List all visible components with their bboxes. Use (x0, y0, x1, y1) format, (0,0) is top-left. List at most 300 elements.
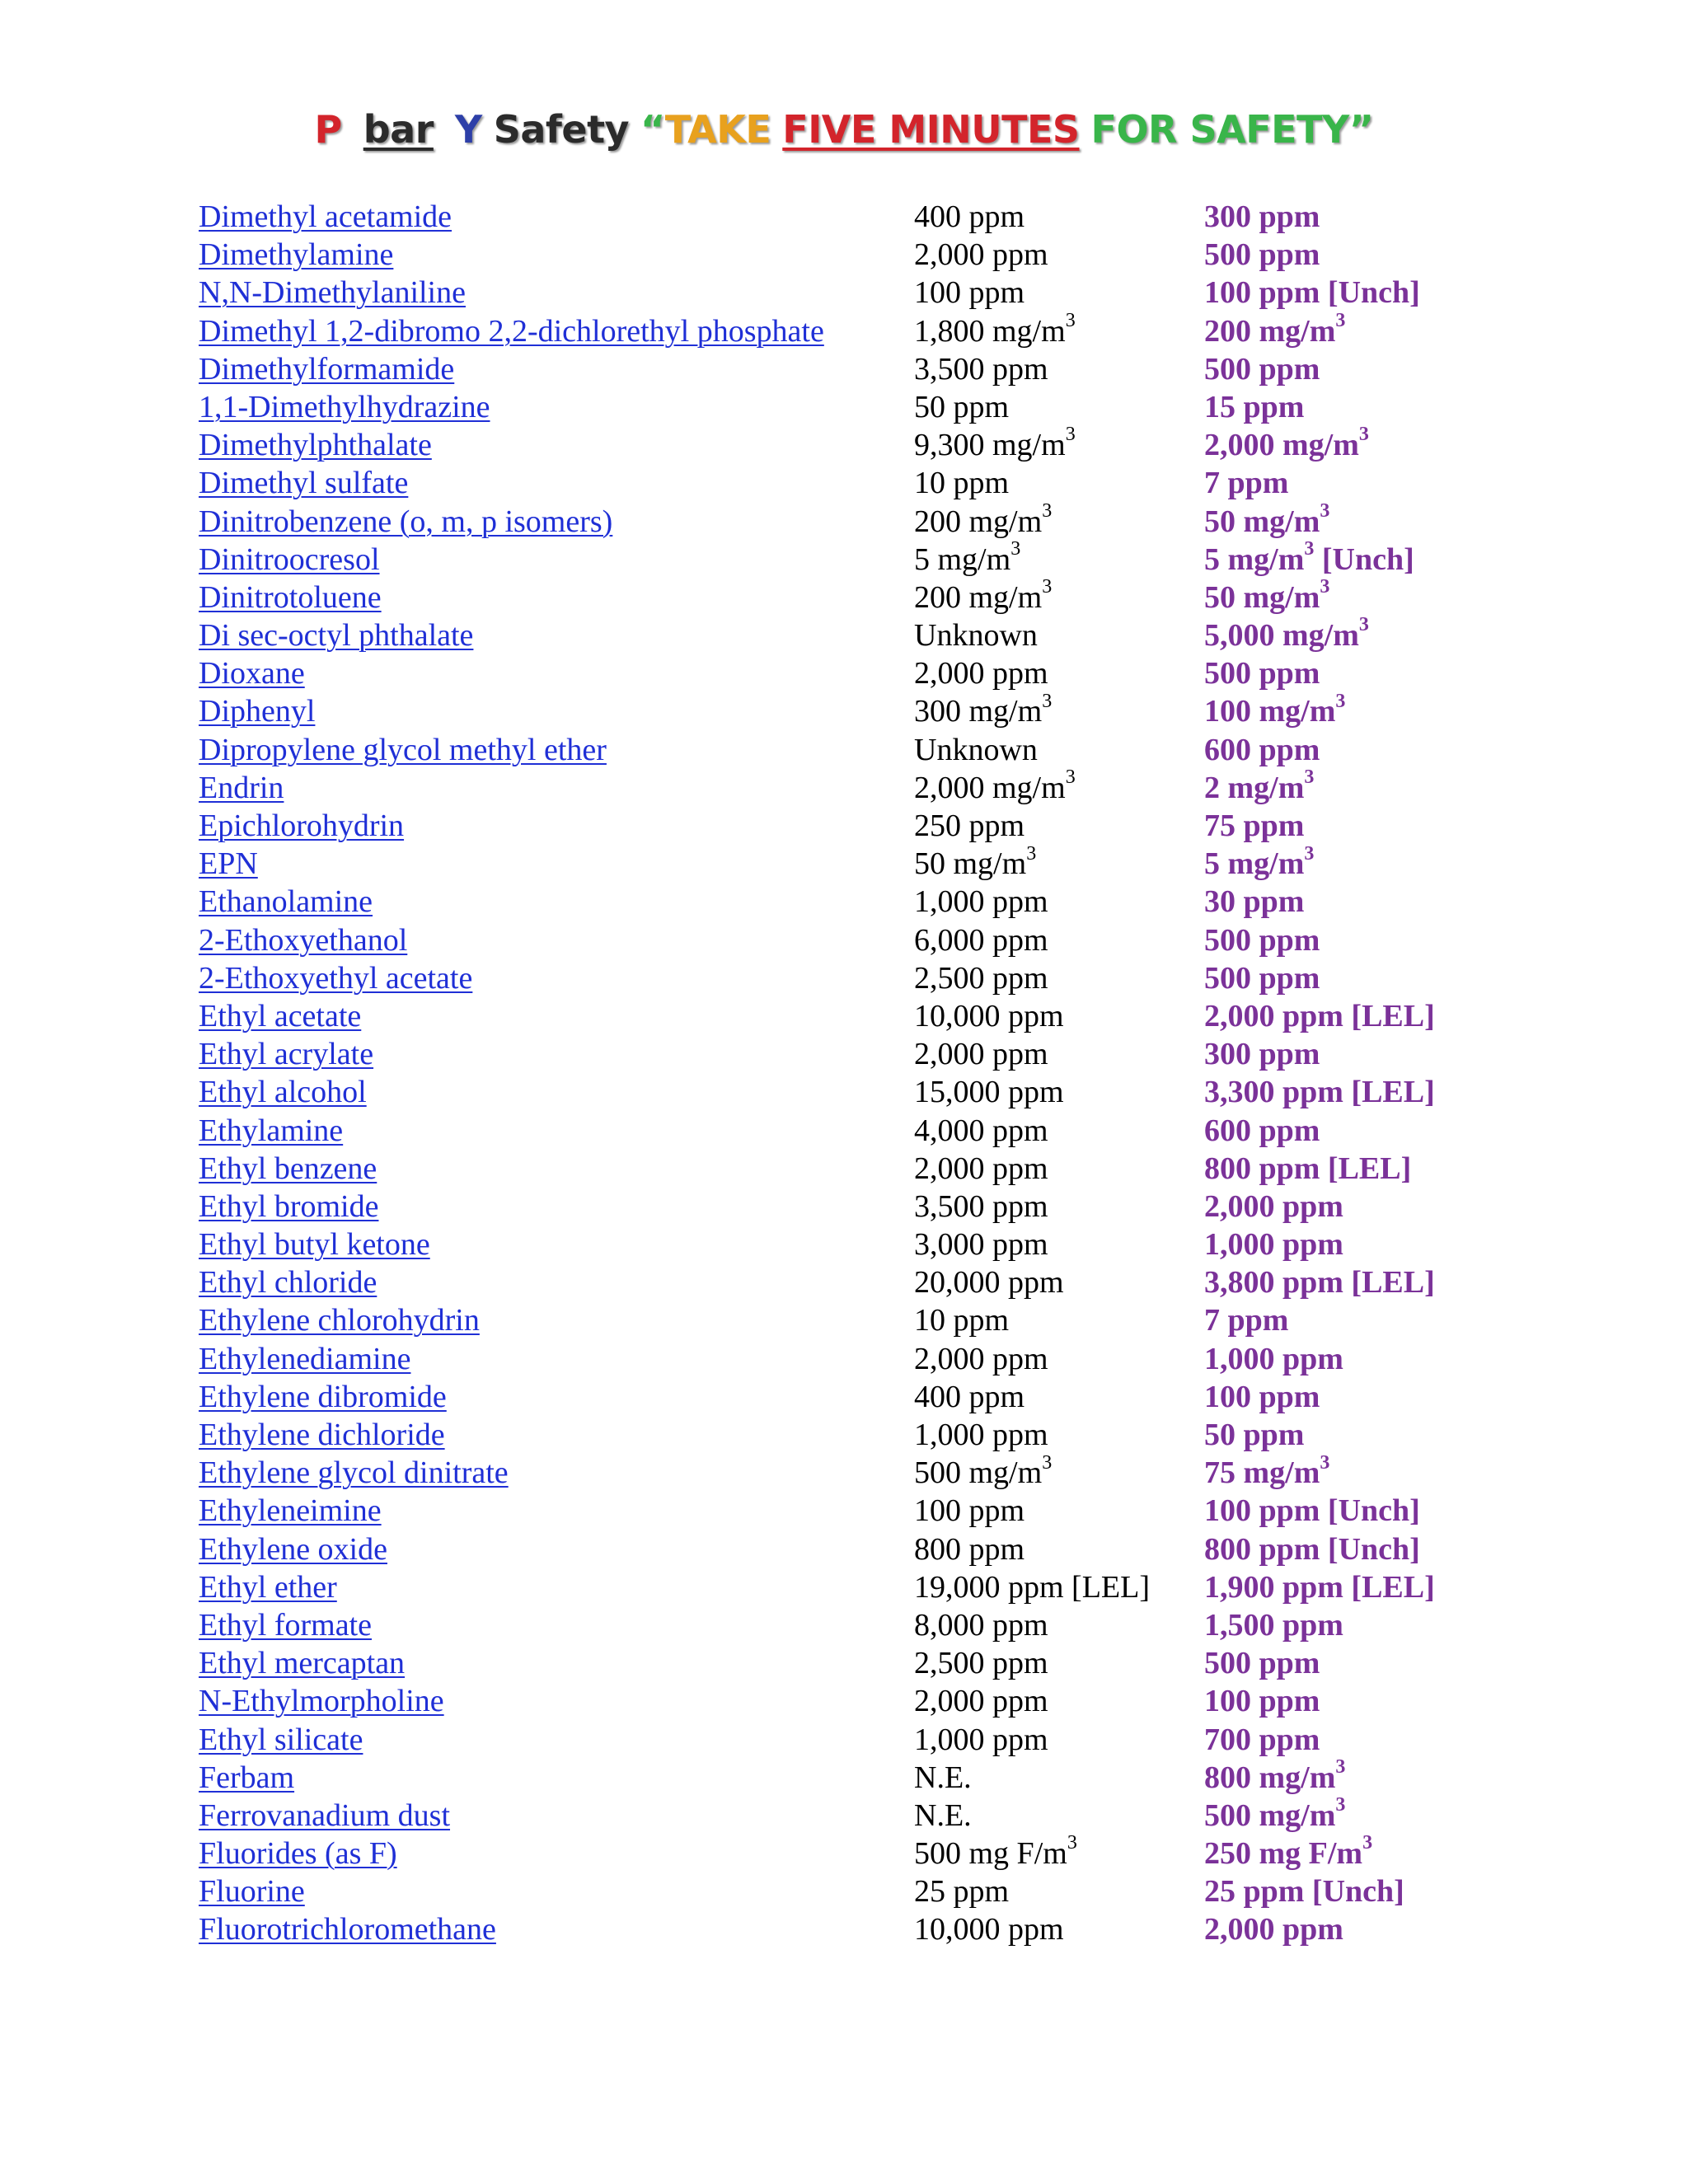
original-idlh-value: Unknown (914, 732, 1038, 767)
chemical-name-link[interactable]: Dimethyl acetamide (199, 199, 452, 234)
revised-idlh-superscript: 3 (1304, 842, 1315, 865)
original-idlh-value: 20,000 ppm (914, 1265, 1064, 1301)
original-idlh-cell (914, 198, 1025, 236)
revised-idlh-value: 7 ppm (1204, 1303, 1289, 1338)
revised-idlh-cell (1204, 1530, 1420, 1568)
revised-idlh-value: 75 ppm (1204, 808, 1305, 843)
table-row (0, 499, 1688, 541)
table-row (0, 921, 1688, 959)
chemical-name-link[interactable]: Ethyl benzene (199, 1151, 377, 1186)
table-row (0, 1451, 1688, 1492)
table-row (0, 1226, 1688, 1263)
original-idlh-cell (914, 1530, 1025, 1568)
chemical-name-link[interactable]: Ethyl mercaptan (199, 1646, 406, 1681)
revised-idlh-cell (1204, 654, 1320, 692)
chemical-name-link[interactable]: Ethylene dichloride (199, 1418, 445, 1452)
original-idlh-value: 15,000 ppm (914, 1075, 1064, 1110)
revised-idlh-cell (1204, 350, 1320, 388)
chemical-name-link[interactable]: Ethylene glycol dinitrate (199, 1455, 509, 1491)
table-row (0, 731, 1688, 769)
original-idlh-value: 500 mg F/m (914, 1836, 1067, 1872)
revised-idlh-cell (1204, 1340, 1343, 1378)
revised-idlh-value: 100 ppm [Unch] (1204, 1493, 1420, 1529)
revised-idlh-cell (1204, 1112, 1320, 1150)
revised-idlh-cell (1204, 692, 1345, 730)
original-idlh-cell (914, 959, 1048, 997)
chemical-name-link[interactable]: Ethyl bromide (199, 1188, 379, 1224)
table-row (0, 1492, 1688, 1530)
header-bar: bar (363, 107, 434, 152)
original-idlh-cell (914, 426, 1076, 464)
chemical-name-link[interactable]: Dimethylformamide (199, 351, 455, 387)
header-take: TAKE (664, 107, 771, 152)
original-idlh-value: 400 ppm (914, 1379, 1025, 1414)
original-idlh-cell (914, 236, 1048, 274)
revised-idlh-cell (1204, 883, 1304, 921)
revised-idlh-superscript: 3 (1335, 1756, 1346, 1779)
chemical-name-link[interactable]: Ethylene chlorohydrin (199, 1303, 480, 1338)
chemical-name-link[interactable]: EPN (199, 846, 258, 882)
revised-idlh-value: 500 ppm (1204, 960, 1320, 996)
revised-idlh-cell (1204, 842, 1315, 883)
revised-idlh-value: 3,800 ppm [LEL] (1204, 1265, 1435, 1301)
revised-idlh-cell (1204, 1832, 1373, 1872)
original-idlh-value: 1,000 ppm (914, 1722, 1048, 1757)
table-row (0, 616, 1688, 654)
chemical-name-link[interactable]: Fluorotrichloromethane (199, 1912, 496, 1947)
revised-idlh-value: 100 ppm (1204, 1379, 1320, 1414)
original-idlh-cell (914, 1378, 1025, 1416)
chemical-name-link[interactable]: 2-Ethoxyethanol (199, 922, 408, 958)
revised-idlh-value: 5 mg/m (1204, 541, 1305, 577)
revised-idlh-cell (1204, 198, 1320, 236)
original-idlh-value: 9,300 mg/m (914, 428, 1066, 463)
chemical-name-link[interactable]: Dioxane (199, 656, 305, 691)
header-close-quote: ” (1348, 107, 1374, 152)
revised-idlh-value: 1,900 ppm [LEL] (1204, 1569, 1435, 1605)
original-idlh-value: 10 ppm (914, 466, 1010, 501)
revised-idlh-cell (1204, 1492, 1420, 1530)
original-idlh-superscript: 3 (1042, 499, 1053, 522)
revised-idlh-value: 2 mg/m (1204, 770, 1305, 805)
original-idlh-cell (914, 1568, 1150, 1606)
original-idlh-cell (914, 1301, 1009, 1339)
revised-idlh-cell (1204, 1756, 1346, 1797)
original-idlh-value: 1,800 mg/m (914, 313, 1066, 349)
revised-idlh-value: 100 ppm (1204, 1684, 1320, 1719)
table-row (0, 997, 1688, 1035)
revised-idlh-value: 250 mg F/m (1204, 1836, 1363, 1872)
revised-idlh-cell (1204, 309, 1346, 350)
original-idlh-value: 250 ppm (914, 808, 1025, 843)
original-idlh-superscript: 3 (1042, 690, 1053, 712)
revised-idlh-cell (1204, 1451, 1330, 1492)
original-idlh-value: 2,000 ppm (914, 1037, 1048, 1072)
original-idlh-cell (914, 1832, 1077, 1872)
revised-idlh-note: [Unch] (1314, 541, 1414, 577)
revised-idlh-value: 7 ppm (1204, 466, 1289, 501)
original-idlh-cell (914, 1872, 1009, 1910)
revised-idlh-value: 1,000 ppm (1204, 1341, 1343, 1376)
revised-idlh-value: 2,000 ppm (1204, 1912, 1343, 1947)
chemical-name-link[interactable]: Endrin (199, 770, 284, 805)
revised-idlh-cell (1204, 1073, 1435, 1111)
revised-idlh-value: 500 ppm (1204, 922, 1320, 958)
original-idlh-value: N.E. (914, 1760, 972, 1795)
revised-idlh-value: 500 ppm (1204, 237, 1320, 273)
revised-idlh-cell (1204, 731, 1320, 769)
table-row (0, 198, 1688, 236)
table-row (0, 959, 1688, 997)
chemical-name-link[interactable]: Ethyl silicate (199, 1722, 363, 1757)
revised-idlh-value: 75 mg/m (1204, 1455, 1320, 1491)
original-idlh-cell (914, 538, 1021, 579)
revised-idlh-value: 800 mg/m (1204, 1760, 1336, 1795)
chemical-name-link[interactable]: Ethanolamine (199, 884, 373, 920)
original-idlh-value: 300 mg/m (914, 694, 1043, 729)
original-idlh-cell (914, 616, 1038, 654)
revised-idlh-value: 25 ppm [Unch] (1204, 1874, 1404, 1910)
original-idlh-superscript: 3 (1026, 842, 1037, 865)
original-idlh-cell (914, 1035, 1048, 1073)
chemical-name-link[interactable]: Ethylene oxide (199, 1531, 387, 1567)
revised-idlh-cell (1204, 616, 1369, 654)
table-row (0, 1416, 1688, 1454)
revised-idlh-cell (1204, 1378, 1320, 1416)
original-idlh-cell (914, 1150, 1048, 1188)
chemical-name-link[interactable]: Ethyl acetate (199, 998, 362, 1033)
original-idlh-value: 400 ppm (914, 199, 1025, 234)
revised-idlh-value: 500 ppm (1204, 656, 1320, 691)
revised-idlh-cell (1204, 464, 1288, 502)
header-y: Y (454, 107, 482, 152)
revised-idlh-value: 100 ppm [Unch] (1204, 275, 1420, 311)
original-idlh-cell (914, 1416, 1048, 1454)
original-idlh-value: 2,000 mg/m (914, 770, 1066, 805)
revised-idlh-cell (1204, 274, 1420, 312)
chemical-table (0, 198, 1688, 1949)
original-idlh-value: 8,000 ppm (914, 1607, 1048, 1643)
revised-idlh-value: 2,000 ppm [LEL] (1204, 998, 1435, 1033)
original-idlh-cell (914, 576, 1053, 616)
revised-idlh-superscript: 3 (1320, 499, 1330, 522)
revised-idlh-cell (1204, 1606, 1343, 1644)
chemical-name-link[interactable]: Ethyl chloride (199, 1265, 377, 1301)
table-row (0, 350, 1688, 388)
revised-idlh-value: 500 ppm (1204, 351, 1320, 387)
revised-idlh-value: 50 mg/m (1204, 504, 1320, 539)
original-idlh-cell (914, 1910, 1064, 1948)
revised-idlh-cell (1204, 538, 1414, 579)
revised-idlh-cell (1204, 1872, 1404, 1910)
original-idlh-cell (914, 766, 1076, 807)
chemical-name-link[interactable]: Dinitroocresol (199, 541, 380, 577)
chemical-name-link[interactable]: Fluorine (199, 1874, 305, 1910)
table-row (0, 1073, 1688, 1111)
revised-idlh-superscript: 3 (1320, 576, 1330, 598)
revised-idlh-cell (1204, 426, 1369, 464)
original-idlh-cell (914, 1682, 1048, 1720)
original-idlh-cell (914, 309, 1076, 350)
revised-idlh-cell (1204, 236, 1320, 274)
original-idlh-value: 25 ppm (914, 1874, 1010, 1910)
chemical-name-link[interactable]: Dinitrobenzene (o, m, p isomers) (199, 504, 613, 539)
original-idlh-cell (914, 883, 1048, 921)
original-idlh-cell (914, 921, 1048, 959)
table-row (0, 1530, 1688, 1568)
revised-idlh-superscript: 3 (1304, 538, 1315, 560)
original-idlh-value: 2,500 ppm (914, 1646, 1048, 1681)
chemical-name-link[interactable]: N-Ethylmorpholine (199, 1684, 444, 1719)
original-idlh-value: 1,000 ppm (914, 1418, 1048, 1452)
original-idlh-value: 1,000 ppm (914, 884, 1048, 920)
original-idlh-value: 200 mg/m (914, 579, 1043, 615)
original-idlh-value: Unknown (914, 618, 1038, 654)
revised-idlh-cell (1204, 1150, 1411, 1188)
original-idlh-cell (914, 1112, 1048, 1150)
revised-idlh-cell (1204, 1910, 1343, 1948)
revised-idlh-value: 5 mg/m (1204, 846, 1305, 882)
revised-idlh-value: 50 mg/m (1204, 579, 1320, 615)
chemical-name-link[interactable]: Dinitrotoluene (199, 579, 382, 615)
revised-idlh-value: 1,500 ppm (1204, 1607, 1343, 1643)
revised-idlh-superscript: 3 (1304, 766, 1315, 789)
original-idlh-cell (914, 842, 1037, 883)
original-idlh-cell (914, 350, 1048, 388)
original-idlh-cell (914, 1721, 1048, 1759)
original-idlh-value: 50 ppm (914, 389, 1010, 424)
table-row (0, 1606, 1688, 1644)
chemical-name-link[interactable]: Ethylamine (199, 1113, 344, 1148)
table-row (0, 1568, 1688, 1606)
chemical-name-link[interactable]: 1,1-Dimethylhydrazine (199, 389, 490, 424)
table-row (0, 1112, 1688, 1150)
chemical-name-link[interactable]: Dimethylamine (199, 237, 394, 273)
original-idlh-value: 2,000 ppm (914, 1684, 1048, 1719)
revised-idlh-value: 5,000 mg/m (1204, 618, 1359, 654)
revised-idlh-cell (1204, 1226, 1343, 1263)
original-idlh-superscript: 3 (1065, 309, 1076, 331)
revised-idlh-value: 1,000 ppm (1204, 1227, 1343, 1263)
page-header (0, 107, 1688, 152)
table-row (0, 1301, 1688, 1339)
original-idlh-value: 2,000 ppm (914, 237, 1048, 273)
header-safety: Safety (493, 107, 630, 152)
revised-idlh-cell (1204, 766, 1315, 807)
original-idlh-cell (914, 388, 1009, 426)
original-idlh-cell (914, 1451, 1053, 1492)
revised-idlh-cell (1204, 1301, 1288, 1339)
revised-idlh-value: 500 ppm (1204, 1646, 1320, 1681)
revised-idlh-value: 600 ppm (1204, 1113, 1320, 1148)
original-idlh-cell (914, 731, 1038, 769)
table-row (0, 274, 1688, 312)
revised-idlh-cell (1204, 1568, 1435, 1606)
chemical-name-link[interactable]: Dimethyl 1,2-dibromo 2,2-dichlorethyl phosphate (199, 313, 824, 349)
table-row (0, 388, 1688, 426)
chemical-name-link[interactable]: Dipropylene glycol methyl ether (199, 732, 607, 767)
original-idlh-value: 3,500 ppm (914, 351, 1048, 387)
original-idlh-superscript: 3 (1065, 766, 1076, 789)
original-idlh-value: 100 ppm (914, 275, 1025, 311)
table-row (0, 654, 1688, 692)
revised-idlh-cell (1204, 1188, 1343, 1226)
chemical-name-link[interactable]: Ethylene dibromide (199, 1379, 447, 1414)
chemical-name-link[interactable]: Ferrovanadium dust (199, 1797, 451, 1833)
original-idlh-value: 19,000 ppm [LEL] (914, 1569, 1151, 1605)
revised-idlh-superscript: 3 (1335, 690, 1346, 712)
table-row (0, 1756, 1688, 1797)
revised-idlh-cell (1204, 959, 1320, 997)
revised-idlh-value: 300 ppm (1204, 199, 1320, 234)
revised-idlh-cell (1204, 807, 1304, 845)
original-idlh-superscript: 3 (1042, 576, 1053, 598)
original-idlh-value: 2,000 ppm (914, 1151, 1048, 1186)
table-row (0, 1644, 1688, 1682)
original-idlh-cell (914, 499, 1053, 541)
revised-idlh-value: 2,000 mg/m (1204, 428, 1359, 463)
table-row (0, 1872, 1688, 1910)
revised-idlh-value: 800 ppm [Unch] (1204, 1531, 1420, 1567)
chemical-name-link[interactable]: Ethyl alcohol (199, 1075, 367, 1110)
revised-idlh-value: 300 ppm (1204, 1037, 1320, 1072)
original-idlh-value: 2,000 ppm (914, 1341, 1048, 1376)
original-idlh-value: 50 mg/m (914, 846, 1027, 882)
revised-idlh-cell (1204, 1644, 1320, 1682)
table-row (0, 538, 1688, 579)
original-idlh-cell (914, 692, 1052, 730)
revised-idlh-value: 700 ppm (1204, 1722, 1320, 1757)
revised-idlh-value: 600 ppm (1204, 732, 1320, 767)
original-idlh-superscript: 3 (1065, 424, 1076, 446)
original-idlh-cell (914, 1644, 1048, 1682)
table-row (0, 1832, 1688, 1872)
original-idlh-value: 3,500 ppm (914, 1188, 1048, 1224)
revised-idlh-superscript: 3 (1335, 309, 1346, 331)
revised-idlh-value: 2,000 ppm (1204, 1188, 1343, 1224)
revised-idlh-superscript: 3 (1335, 1794, 1346, 1816)
revised-idlh-superscript: 3 (1362, 1832, 1373, 1854)
revised-idlh-value: 500 mg/m (1204, 1797, 1336, 1833)
table-row (0, 1378, 1688, 1416)
table-row (0, 464, 1688, 502)
chemical-name-link[interactable]: Ethylenediamine (199, 1341, 411, 1376)
original-idlh-value: 5 mg/m (914, 541, 1011, 577)
table-row (0, 807, 1688, 845)
chemical-name-link[interactable]: Epichlorohydrin (199, 808, 405, 843)
table-row (0, 1721, 1688, 1759)
chemical-name-link[interactable]: Diphenyl (199, 694, 316, 729)
revised-idlh-cell (1204, 1035, 1320, 1073)
original-idlh-value: 2,500 ppm (914, 960, 1048, 996)
revised-idlh-value: 15 ppm (1204, 389, 1305, 424)
table-row (0, 1188, 1688, 1226)
table-row (0, 1035, 1688, 1073)
table-row (0, 1263, 1688, 1301)
original-idlh-cell (914, 1188, 1048, 1226)
table-row (0, 1150, 1688, 1188)
chemical-name-link[interactable]: Ethyl acrylate (199, 1037, 374, 1072)
original-idlh-cell (914, 274, 1025, 312)
table-row (0, 1682, 1688, 1720)
original-idlh-cell (914, 1340, 1048, 1378)
chemical-name-link[interactable]: Ethyl formate (199, 1607, 372, 1643)
original-idlh-value: 4,000 ppm (914, 1113, 1048, 1148)
original-idlh-cell (914, 464, 1009, 502)
chemical-name-link[interactable]: Ethyl butyl ketone (199, 1227, 430, 1263)
original-idlh-value: 6,000 ppm (914, 922, 1048, 958)
original-idlh-superscript: 3 (1042, 1451, 1053, 1474)
chemical-name-link[interactable]: Dimethylphthalate (199, 428, 432, 463)
header-for-safety: FOR SAFETY (1090, 107, 1349, 152)
original-idlh-cell (914, 654, 1048, 692)
revised-idlh-superscript: 3 (1358, 614, 1369, 636)
table-row (0, 1794, 1688, 1835)
chemical-name-link[interactable]: Di sec-octyl phthalate (199, 618, 474, 654)
header-p: P (314, 107, 342, 152)
chemical-name-link[interactable]: N,N-Dimethylaniline (199, 275, 466, 311)
revised-idlh-value: 800 ppm [LEL] (1204, 1151, 1412, 1186)
original-idlh-superscript: 3 (1010, 538, 1021, 560)
table-row (0, 883, 1688, 921)
revised-idlh-cell (1204, 388, 1304, 426)
revised-idlh-value: 30 ppm (1204, 884, 1305, 920)
original-idlh-cell (914, 807, 1025, 845)
original-idlh-value: 200 mg/m (914, 504, 1043, 539)
revised-idlh-superscript: 3 (1358, 424, 1369, 446)
revised-idlh-value: 50 ppm (1204, 1418, 1305, 1452)
original-idlh-value: N.E. (914, 1797, 972, 1833)
original-idlh-value: 100 ppm (914, 1493, 1025, 1529)
chemical-name-link[interactable]: Ferbam (199, 1760, 295, 1795)
chemical-name-link[interactable]: Ethyleneimine (199, 1493, 382, 1529)
chemical-name-link[interactable]: Ethyl ether (199, 1569, 337, 1605)
table-row (0, 1340, 1688, 1378)
revised-idlh-value: 3,300 ppm [LEL] (1204, 1075, 1435, 1110)
revised-idlh-cell (1204, 1794, 1346, 1835)
header-five-minutes: FIVE MINUTES (782, 107, 1080, 152)
original-idlh-cell (914, 1492, 1025, 1530)
chemical-name-link[interactable]: Fluorides (as F) (199, 1836, 397, 1872)
original-idlh-cell (914, 1073, 1064, 1111)
table-row (0, 309, 1688, 350)
revised-idlh-cell (1204, 997, 1435, 1035)
original-idlh-value: 500 mg/m (914, 1455, 1043, 1491)
header-open-quote: “ (640, 107, 665, 152)
original-idlh-value: 2,000 ppm (914, 656, 1048, 691)
original-idlh-value: 3,000 ppm (914, 1227, 1048, 1263)
original-idlh-cell (914, 1263, 1064, 1301)
revised-idlh-value: 100 mg/m (1204, 694, 1336, 729)
revised-idlh-cell (1204, 1721, 1320, 1759)
revised-idlh-cell (1204, 1416, 1304, 1454)
table-row (0, 1910, 1688, 1948)
chemical-name-link[interactable]: Dimethyl sulfate (199, 466, 409, 501)
original-idlh-value: 800 ppm (914, 1531, 1025, 1567)
revised-idlh-cell (1204, 921, 1320, 959)
table-row (0, 576, 1688, 616)
table-row (0, 236, 1688, 274)
revised-idlh-superscript: 3 (1320, 1451, 1330, 1474)
original-idlh-value: 10 ppm (914, 1303, 1010, 1338)
revised-idlh-cell (1204, 576, 1330, 616)
revised-idlh-cell (1204, 1263, 1435, 1301)
table-row (0, 842, 1688, 883)
original-idlh-cell (914, 1759, 972, 1797)
original-idlh-superscript: 3 (1067, 1832, 1077, 1854)
chemical-name-link[interactable]: 2-Ethoxyethyl acetate (199, 960, 473, 996)
original-idlh-cell (914, 1797, 972, 1835)
